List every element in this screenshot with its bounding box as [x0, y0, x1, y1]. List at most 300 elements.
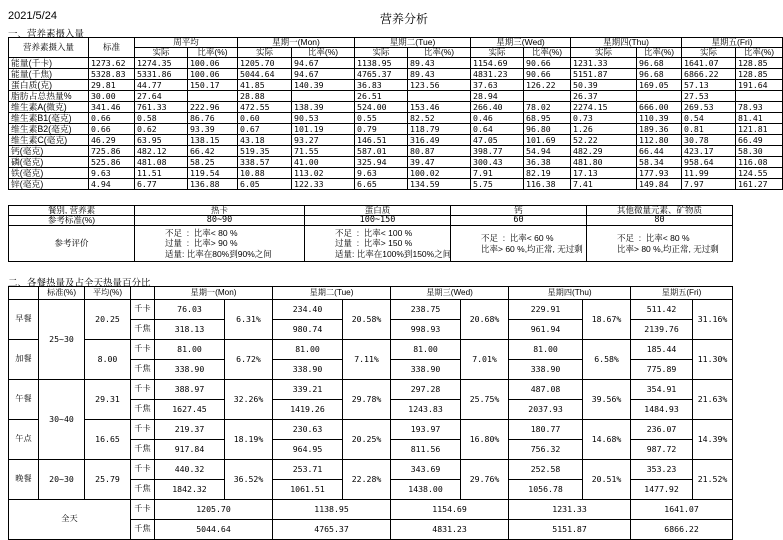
pct-value: 39.56% — [583, 380, 631, 420]
nutrient-name: 脂肪占总热量% — [9, 91, 89, 102]
actual-value: 482.29 — [571, 146, 637, 157]
pct-value: 6.31% — [225, 300, 273, 340]
pct-value: 11.30% — [693, 340, 733, 380]
meal-name: 加餐 — [9, 340, 39, 380]
eval-col-header: 蛋白质 — [305, 206, 451, 216]
pct-value: 32.26% — [225, 380, 273, 420]
actual-value: 0.81 — [682, 124, 736, 135]
day-col-header: 星期一(Mon) — [155, 287, 273, 300]
actual-value: 482.12 — [135, 146, 188, 157]
actual-value: 43.18 — [238, 135, 292, 146]
ratio-value: 122.33 — [292, 179, 355, 190]
unit-kcal: 千卡 — [131, 340, 155, 360]
ratio-value: 666.00 — [637, 102, 682, 113]
ratio-value: 71.55 — [292, 146, 355, 157]
day-col-header: 星期五(Fri) — [631, 287, 733, 300]
total-row — [9, 500, 733, 520]
kcal-value: 230.63 — [273, 420, 343, 440]
eval-label: 参考评价 — [9, 226, 135, 262]
standard-value: 29.81 — [89, 80, 135, 91]
pct-value: 29.76% — [461, 460, 509, 500]
actual-value: 36.83 — [355, 80, 408, 91]
ratio-value: 66.42 — [188, 146, 238, 157]
table-row — [9, 179, 783, 190]
ratio-col-header: 比率(%) — [736, 48, 783, 58]
standard-col-header: 标准 — [89, 38, 135, 58]
actual-value: 52.22 — [571, 135, 637, 146]
ratio-value: 138.39 — [292, 102, 355, 113]
kj-value: 811.56 — [391, 440, 461, 460]
total-kcal: 1231.33 — [509, 500, 631, 520]
table-row — [9, 113, 783, 124]
ratio-value: 140.39 — [292, 80, 355, 91]
ratio-value: 96.68 — [637, 69, 682, 80]
total-kcal: 1138.95 — [273, 500, 391, 520]
page-title: 营养分析 — [380, 12, 429, 26]
ratio-value: 177.93 — [637, 168, 682, 179]
actual-col-header: 实际 — [135, 48, 188, 58]
total-kj: 6866.22 — [631, 520, 733, 540]
eval-text: 不足 : 比率< 80 % 过量 : 比率> 90 % 适量: 比率在80%到90%之间 — [135, 226, 305, 262]
nutrient-name: 磷(毫克) — [9, 157, 89, 168]
table-row — [9, 91, 783, 102]
ratio-value: 41.00 — [292, 157, 355, 168]
actual-value: 519.35 — [238, 146, 292, 157]
std-value: 80 — [587, 216, 733, 226]
ratio-value: 128.85 — [736, 58, 783, 69]
ratio-col-header: 比率(%) — [188, 48, 238, 58]
ratio-value — [524, 91, 571, 102]
actual-value: 325.94 — [355, 157, 408, 168]
section2-title: 二、各餐热量及占全天热量百分比 — [8, 278, 151, 289]
ratio-value: 316.49 — [408, 135, 471, 146]
meal-name: 午点 — [9, 420, 39, 460]
ratio-value: 94.67 — [292, 69, 355, 80]
ratio-value: 54.94 — [524, 146, 571, 157]
ratio-value: 150.17 — [188, 80, 238, 91]
ratio-value: 39.47 — [408, 157, 471, 168]
actual-value: 0.46 — [471, 113, 524, 124]
actual-value: 28.94 — [471, 91, 524, 102]
pct-value: 6.72% — [225, 340, 273, 380]
meal-energy-table — [8, 286, 733, 540]
table-row — [9, 58, 783, 69]
kj-value: 1484.93 — [631, 400, 693, 420]
ratio-value: 126.22 — [524, 80, 571, 91]
actual-col-header: 实际 — [471, 48, 524, 58]
kj-value: 1627.45 — [155, 400, 225, 420]
standard-value: 9.63 — [89, 168, 135, 179]
pct-value: 7.01% — [461, 340, 509, 380]
ratio-value: 153.46 — [408, 102, 471, 113]
actual-value: 4831.23 — [471, 69, 524, 80]
pct-value: 14.39% — [693, 420, 733, 460]
actual-value: 6.05 — [238, 179, 292, 190]
kcal-value: 81.00 — [391, 340, 461, 360]
kj-value: 756.32 — [509, 440, 583, 460]
header-row — [9, 287, 733, 300]
ratio-value: 191.64 — [736, 80, 783, 91]
kcal-value: 236.07 — [631, 420, 693, 440]
actual-value: 266.40 — [471, 102, 524, 113]
kcal-value: 81.00 — [273, 340, 343, 360]
ratio-value: 78.02 — [524, 102, 571, 113]
actual-value: 7.41 — [571, 179, 637, 190]
actual-value: 1231.33 — [571, 58, 637, 69]
ratio-value: 161.27 — [736, 179, 783, 190]
std-label: 参考标准(%) — [9, 216, 135, 226]
ratio-value: 94.67 — [292, 58, 355, 69]
actual-value: 481.80 — [571, 157, 637, 168]
ratio-value: 189.36 — [637, 124, 682, 135]
total-kj: 5044.64 — [155, 520, 273, 540]
kcal-value: 388.97 — [155, 380, 225, 400]
actual-value: 300.43 — [471, 157, 524, 168]
actual-value: 0.73 — [571, 113, 637, 124]
ratio-col-header: 比率(%) — [408, 48, 471, 58]
actual-value: 338.57 — [238, 157, 292, 168]
standard-value: 341.46 — [89, 102, 135, 113]
ratio-value: 121.81 — [736, 124, 783, 135]
kj-value: 1061.51 — [273, 480, 343, 500]
total-label: 全天 — [9, 500, 131, 540]
actual-value: 1.26 — [571, 124, 637, 135]
pct-value: 18.19% — [225, 420, 273, 460]
actual-value: 30.78 — [682, 135, 736, 146]
kcal-value: 180.77 — [509, 420, 583, 440]
actual-value: 11.51 — [135, 168, 188, 179]
ratio-value: 90.66 — [524, 69, 571, 80]
actual-value: 146.51 — [355, 135, 408, 146]
ratio-value: 58.34 — [637, 157, 682, 168]
actual-value: 5151.87 — [571, 69, 637, 80]
ratio-value: 124.55 — [736, 168, 783, 179]
kcal-value: 185.44 — [631, 340, 693, 360]
pct-value: 7.11% — [343, 340, 391, 380]
ratio-value: 90.53 — [292, 113, 355, 124]
actual-value: 5331.86 — [135, 69, 188, 80]
eval-col-header: 钙 — [451, 206, 587, 216]
actual-value: 0.60 — [238, 113, 292, 124]
pct-value: 20.25% — [343, 420, 391, 460]
std-value: 100~150 — [305, 216, 451, 226]
pct-value: 22.28% — [343, 460, 391, 500]
actual-value: 472.55 — [238, 102, 292, 113]
ratio-value: 128.85 — [736, 69, 783, 80]
actual-value: 50.39 — [571, 80, 637, 91]
kj-value: 338.90 — [509, 360, 583, 380]
group-header: 周平均 — [135, 38, 238, 48]
std-range: 25~30 — [39, 300, 85, 380]
meal-row — [9, 420, 733, 440]
actual-value: 27.64 — [135, 91, 188, 102]
pct-value: 20.68% — [461, 300, 509, 340]
ratio-value: 101.19 — [292, 124, 355, 135]
kj-value: 917.84 — [155, 440, 225, 460]
ratio-value — [637, 91, 682, 102]
kj-value: 2037.93 — [509, 400, 583, 420]
ratio-value: 58.25 — [188, 157, 238, 168]
group-header: 星期四(Thu) — [571, 38, 682, 48]
kcal-value: 234.40 — [273, 300, 343, 320]
ratio-value: 96.80 — [524, 124, 571, 135]
nutrient-name: 蛋白质(克) — [9, 80, 89, 91]
nutrient-name: 锌(毫克) — [9, 179, 89, 190]
std-range: 30~40 — [39, 380, 85, 460]
ratio-value: 112.80 — [637, 135, 682, 146]
unit-kcal: 千卡 — [131, 460, 155, 480]
standard-value: 0.66 — [89, 113, 135, 124]
ratio-value: 101.69 — [524, 135, 571, 146]
actual-value: 9.63 — [355, 168, 408, 179]
actual-value: 1154.69 — [471, 58, 524, 69]
actual-value: 6.77 — [135, 179, 188, 190]
total-kcal: 1205.70 — [155, 500, 273, 520]
actual-value: 5.75 — [471, 179, 524, 190]
standard-value: 4.94 — [89, 179, 135, 190]
kcal-value: 487.08 — [509, 380, 583, 400]
nutrient-name: 维生素B1(毫克) — [9, 113, 89, 124]
kcal-value: 354.91 — [631, 380, 693, 400]
standard-value: 0.66 — [89, 124, 135, 135]
kj-value: 980.74 — [273, 320, 343, 340]
meal-name: 早餐 — [9, 300, 39, 340]
ratio-value: 169.05 — [637, 80, 682, 91]
ratio-value — [188, 91, 238, 102]
ratio-value: 81.41 — [736, 113, 783, 124]
evaluation-table — [8, 205, 733, 262]
eval-col-header: 热卡 — [135, 206, 305, 216]
actual-value: 0.64 — [471, 124, 524, 135]
kj-value: 1842.32 — [155, 480, 225, 500]
unit-kj: 千焦 — [131, 400, 155, 420]
eval-text: 不足 : 比率< 100 % 过量 : 比率> 150 % 适量: 比率在100%到150%之间 — [305, 226, 451, 262]
ratio-value: 68.95 — [524, 113, 571, 124]
standard-value: 525.86 — [89, 157, 135, 168]
kj-value: 318.13 — [155, 320, 225, 340]
avg-value: 29.31 — [85, 380, 131, 420]
kcal-value: 219.37 — [155, 420, 225, 440]
kcal-value: 511.42 — [631, 300, 693, 320]
eval-text: 不足 : 比率< 80 % 比率> 80 %,均正常, 无过剩 — [587, 226, 733, 262]
actual-value: 4765.37 — [355, 69, 408, 80]
std-value: 60 — [451, 216, 587, 226]
ratio-value: 93.27 — [292, 135, 355, 146]
ratio-value: 100.06 — [188, 69, 238, 80]
unit-kcal: 千卡 — [131, 300, 155, 320]
eval-row-label: 餐别, 营养素 — [9, 206, 135, 216]
kj-value: 2139.76 — [631, 320, 693, 340]
table-row — [9, 124, 783, 135]
table-row — [9, 157, 783, 168]
total-kj: 5151.87 — [509, 520, 631, 540]
std-col-header: 标准(%) — [39, 287, 85, 300]
actual-value: 0.62 — [135, 124, 188, 135]
standard-value: 46.29 — [89, 135, 135, 146]
total-kj: 4765.37 — [273, 520, 391, 540]
nutrient-name: 铁(毫克) — [9, 168, 89, 179]
actual-value: 17.13 — [571, 168, 637, 179]
actual-value: 28.88 — [238, 91, 292, 102]
nutrient-name: 维生素A(微克) — [9, 102, 89, 113]
actual-value: 958.64 — [682, 157, 736, 168]
kj-value: 1477.92 — [631, 480, 693, 500]
actual-value: 1274.35 — [135, 58, 188, 69]
actual-value: 0.67 — [238, 124, 292, 135]
kcal-value: 81.00 — [155, 340, 225, 360]
actual-value: 47.05 — [471, 135, 524, 146]
section1-title: 一、营养素摄入量 — [8, 29, 85, 40]
actual-col-header: 实际 — [355, 48, 408, 58]
pct-value: 14.68% — [583, 420, 631, 460]
standard-value: 725.86 — [89, 146, 135, 157]
unit-kj: 千焦 — [131, 320, 155, 340]
actual-value: 0.55 — [355, 113, 408, 124]
unit-kcal: 千卡 — [131, 500, 155, 520]
ratio-value: 86.76 — [188, 113, 238, 124]
day-col-header: 星期二(Tue) — [273, 287, 391, 300]
kj-value: 1438.00 — [391, 480, 461, 500]
unit-kcal: 千卡 — [131, 420, 155, 440]
pct-value: 21.52% — [693, 460, 733, 500]
pct-value: 25.75% — [461, 380, 509, 420]
ratio-value: 66.49 — [736, 135, 783, 146]
actual-value: 26.51 — [355, 91, 408, 102]
table-row — [9, 80, 783, 91]
nutrient-name: 维生素C(毫克) — [9, 135, 89, 146]
avg-value: 16.65 — [85, 420, 131, 460]
actual-value: 524.00 — [355, 102, 408, 113]
actual-value: 10.88 — [238, 168, 292, 179]
actual-value: 5044.64 — [238, 69, 292, 80]
kcal-value: 353.23 — [631, 460, 693, 480]
kj-value: 775.89 — [631, 360, 693, 380]
ratio-value: 93.39 — [188, 124, 238, 135]
ratio-value: 119.54 — [188, 168, 238, 179]
avg-value: 20.25 — [85, 300, 131, 340]
nutrient-col-header: 营养素摄入量 — [9, 38, 89, 58]
ratio-value: 123.56 — [408, 80, 471, 91]
actual-value: 761.33 — [135, 102, 188, 113]
ratio-value: 89.43 — [408, 58, 471, 69]
ratio-value: 58.30 — [736, 146, 783, 157]
report-date: 2021/5/24 — [8, 10, 57, 22]
kcal-value: 238.75 — [391, 300, 461, 320]
kcal-value: 253.71 — [273, 460, 343, 480]
ratio-value: 110.39 — [637, 113, 682, 124]
ratio-value: 100.06 — [188, 58, 238, 69]
ratio-value: 96.68 — [637, 58, 682, 69]
ratio-value: 36.38 — [524, 157, 571, 168]
actual-value: 2274.15 — [571, 102, 637, 113]
kcal-value: 297.28 — [391, 380, 461, 400]
kcal-value: 229.91 — [509, 300, 583, 320]
ratio-value — [292, 91, 355, 102]
ratio-value: 89.43 — [408, 69, 471, 80]
ratio-value: 134.59 — [408, 179, 471, 190]
actual-value: 423.17 — [682, 146, 736, 157]
pct-value: 20.58% — [343, 300, 391, 340]
unit-kj: 千焦 — [131, 520, 155, 540]
group-header: 星期三(Wed) — [471, 38, 571, 48]
kcal-value: 193.97 — [391, 420, 461, 440]
avg-value: 8.00 — [85, 340, 131, 380]
ratio-value: 116.38 — [524, 179, 571, 190]
kj-value: 964.95 — [273, 440, 343, 460]
actual-col-header: 实际 — [682, 48, 736, 58]
ratio-value: 222.96 — [188, 102, 238, 113]
ratio-col-header: 比率(%) — [292, 48, 355, 58]
meal-row — [9, 380, 733, 400]
meal-name: 午餐 — [9, 380, 39, 420]
unit-kj: 千焦 — [131, 360, 155, 380]
actual-col-header: 实际 — [238, 48, 292, 58]
meal-row — [9, 460, 733, 480]
unit-kj: 千焦 — [131, 480, 155, 500]
ratio-value: 113.02 — [292, 168, 355, 179]
kj-value: 998.93 — [391, 320, 461, 340]
pct-value: 36.52% — [225, 460, 273, 500]
table-row — [9, 69, 783, 80]
total-kcal: 1154.69 — [391, 500, 509, 520]
actual-value: 6866.22 — [682, 69, 736, 80]
pct-value: 29.78% — [343, 380, 391, 420]
actual-value: 269.53 — [682, 102, 736, 113]
actual-value: 1641.07 — [682, 58, 736, 69]
actual-value: 0.58 — [135, 113, 188, 124]
eval-text: 不足 : 比率< 60 % 比率> 60 %,均正常, 无过剩 — [451, 226, 587, 262]
actual-col-header: 实际 — [571, 48, 637, 58]
pct-value: 16.80% — [461, 420, 509, 460]
kj-value: 961.94 — [509, 320, 583, 340]
total-kj: 4831.23 — [391, 520, 509, 540]
pct-value: 20.51% — [583, 460, 631, 500]
kcal-value: 339.21 — [273, 380, 343, 400]
ratio-col-header: 比率(%) — [524, 48, 571, 58]
kj-value: 1056.78 — [509, 480, 583, 500]
meal-row — [9, 340, 733, 360]
nutrient-name: 能量(千焦) — [9, 69, 89, 80]
eval-col-header: 其他微量元素、矿物质 — [587, 206, 733, 216]
ratio-value: 138.15 — [188, 135, 238, 146]
actual-value: 37.63 — [471, 80, 524, 91]
actual-value: 7.91 — [471, 168, 524, 179]
nutrient-name: 维生素B2(毫克) — [9, 124, 89, 135]
kj-value: 338.90 — [155, 360, 225, 380]
actual-value: 587.01 — [355, 146, 408, 157]
total-kcal: 1641.07 — [631, 500, 733, 520]
ratio-value: 66.44 — [637, 146, 682, 157]
kcal-value: 252.58 — [509, 460, 583, 480]
pct-value: 21.63% — [693, 380, 733, 420]
avg-value: 25.79 — [85, 460, 131, 500]
kj-value: 1243.83 — [391, 400, 461, 420]
kcal-value: 440.32 — [155, 460, 225, 480]
avg-col-header: 平均(%) — [85, 287, 131, 300]
ratio-value: 116.08 — [736, 157, 783, 168]
kcal-value: 76.03 — [155, 300, 225, 320]
actual-value: 63.95 — [135, 135, 188, 146]
actual-value: 41.85 — [238, 80, 292, 91]
group-header: 星期一(Mon) — [238, 38, 355, 48]
actual-value: 398.77 — [471, 146, 524, 157]
actual-value: 26.37 — [571, 91, 637, 102]
std-value: 80~90 — [135, 216, 305, 226]
kj-value: 1419.26 — [273, 400, 343, 420]
table-row — [9, 146, 783, 157]
kcal-value: 343.69 — [391, 460, 461, 480]
group-header: 星期二(Tue) — [355, 38, 471, 48]
